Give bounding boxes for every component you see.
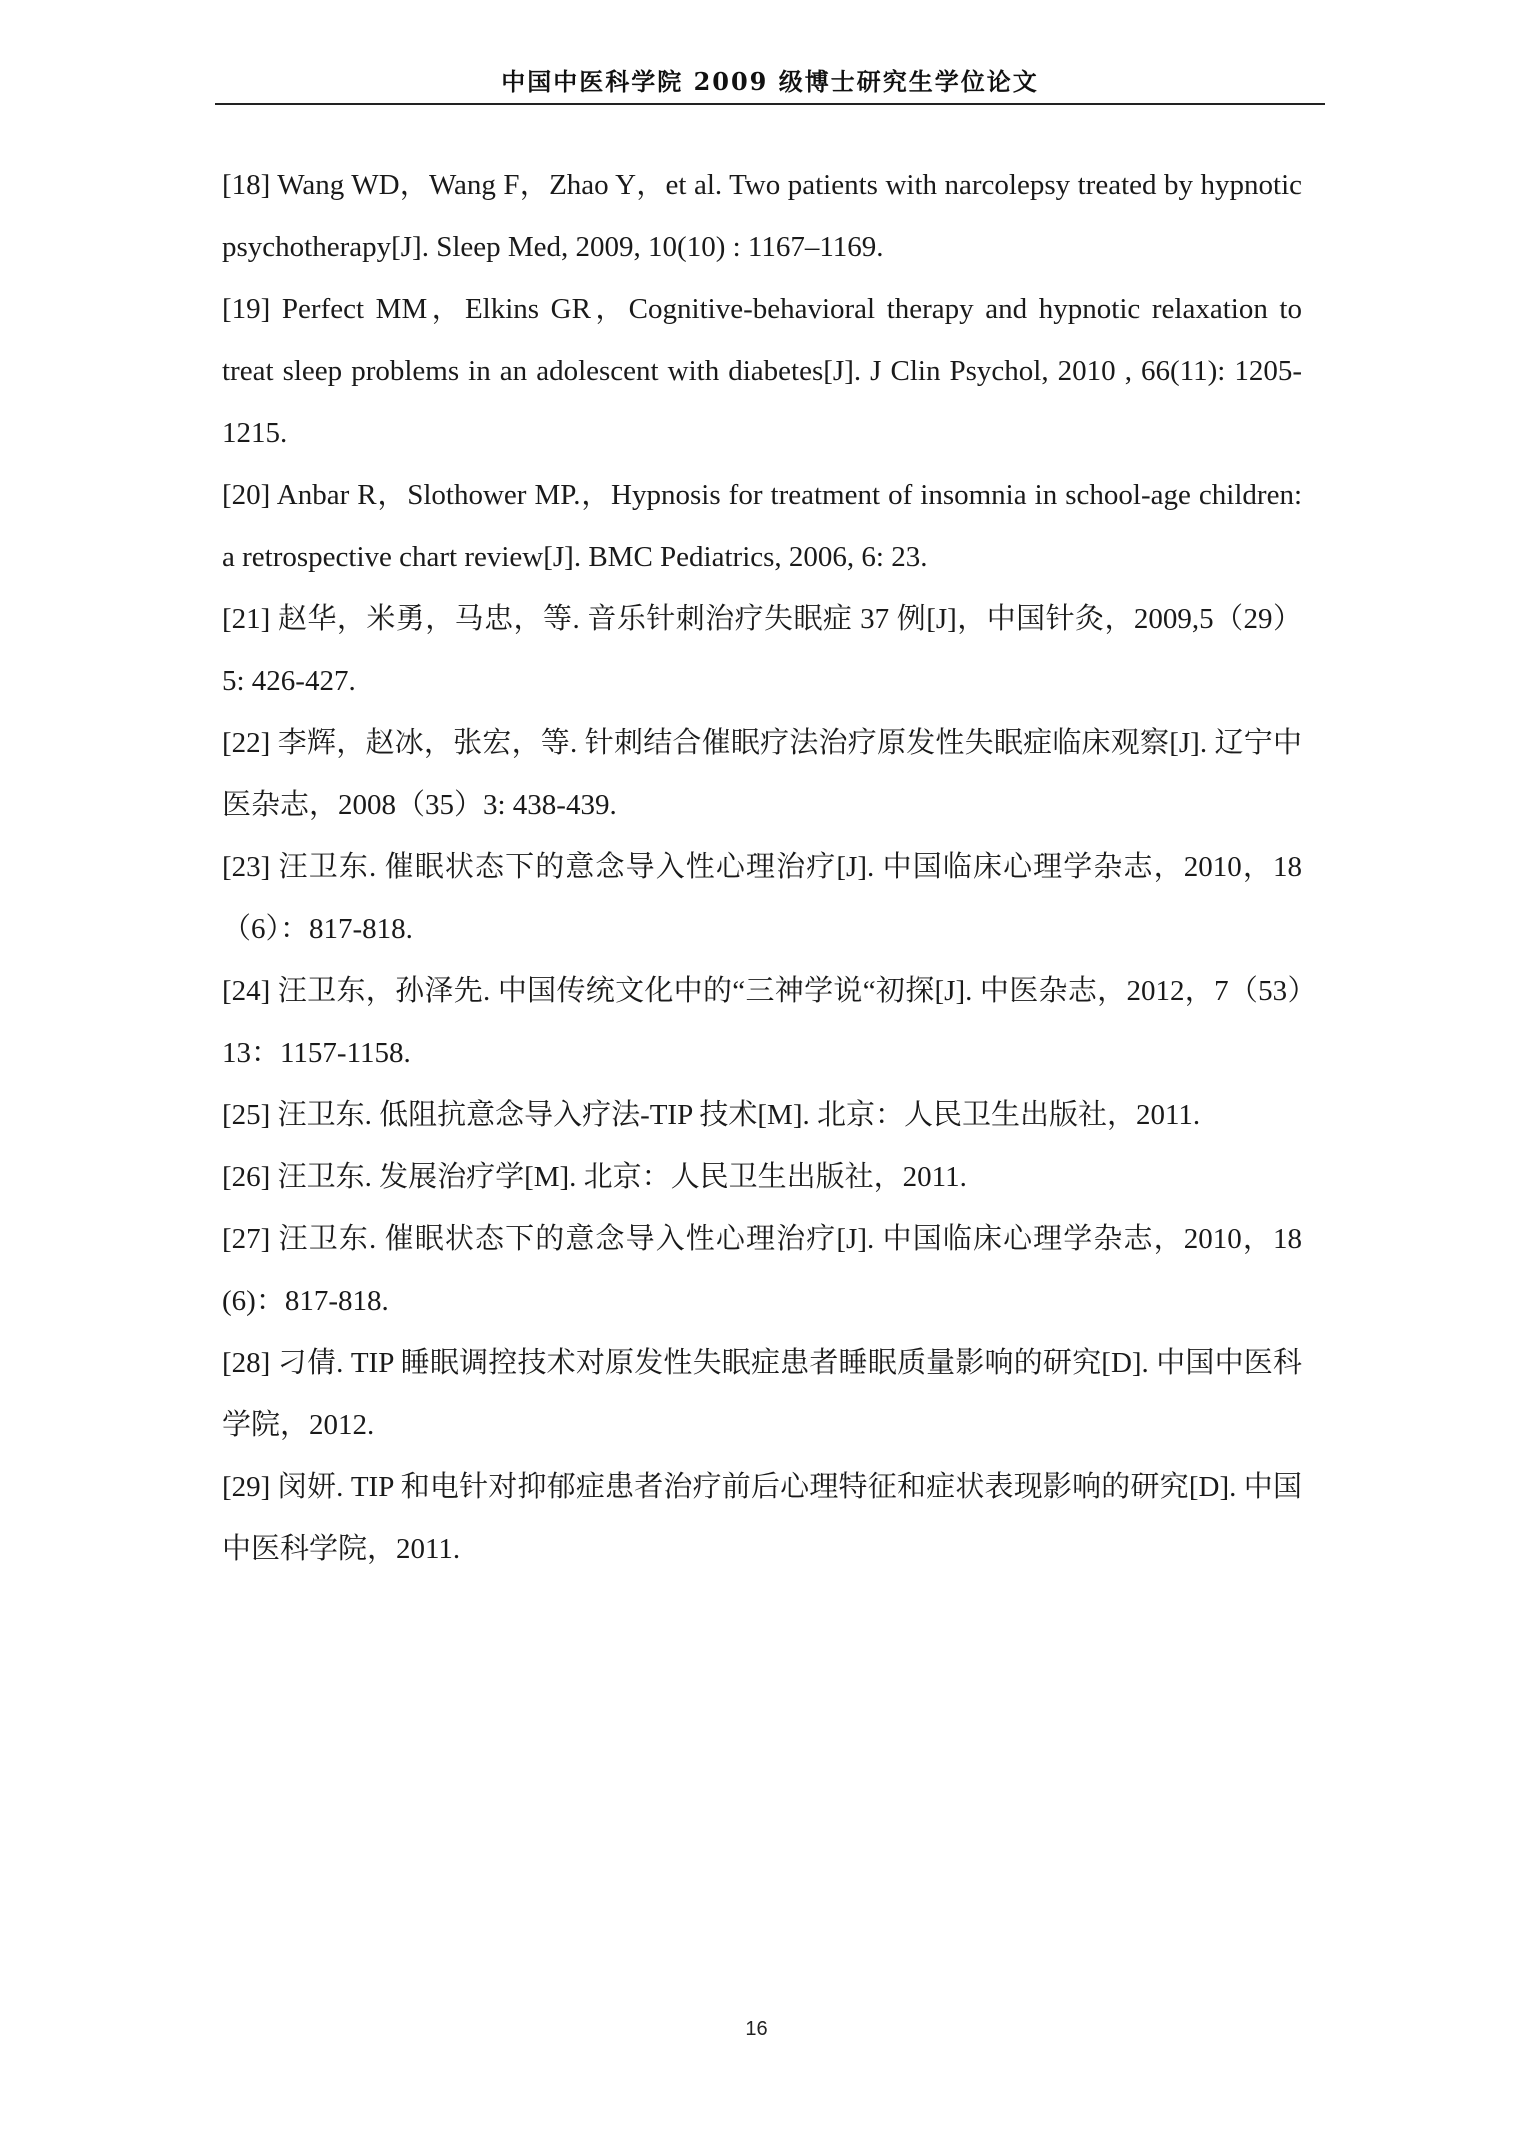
reference-item: [18] Wang WD，Wang F，Zhao Y，et al. Two patients with narcolepsy treated by hypnotic psychotherapy[J]. Sleep Med, 2009, 10(10) : 1167–1169. — [222, 169, 1302, 263]
reference-item: [19] Perfect MM，Elkins GR，Cognitive-behavioral therapy and hypnotic relaxation to treat sleep problems in an adolescent with diabetes[J]. J Clin Psychol, 2010 , 66(11): 1205-1215. — [222, 293, 1302, 449]
reference-item: [21] 赵华，米勇，马忠，等. 音乐针刺治疗失眠症 37 例[J]，中国针灸，2009,5（29）5: 426-427. — [222, 603, 1302, 697]
reference-item: [24] 汪卫东，孙泽先. 中国传统文化中的“三神学说“初探[J]. 中医杂志，2012，7（53）13：1157-1158. — [222, 975, 1302, 1069]
page-number: 16 — [745, 2018, 768, 2040]
reference-item: [26] 汪卫东. 发展治疗学[M]. 北京：人民卫生出版社，2011. — [222, 1161, 967, 1193]
header-rule — [215, 103, 1325, 105]
reference-item: [22] 李辉，赵冰，张宏，等. 针刺结合催眠疗法治疗原发性失眠症临床观察[J]. 辽宁中医杂志，2008（35）3: 438-439. — [222, 727, 1302, 821]
reference-list — [222, 154, 1302, 1580]
reference-item: [27] 汪卫东. 催眠状态下的意念导入性心理治疗[J]. 中国临床心理学杂志，2010，18 (6)：817-818. — [222, 1223, 1302, 1317]
reference-item: [28] 刁倩. TIP 睡眠调控技术对原发性失眠症患者睡眠质量影响的研究[D]. 中国中医科学院，2012. — [222, 1347, 1302, 1441]
reference-item: [25] 汪卫东. 低阻抗意念导入疗法-TIP 技术[M]. 北京：人民卫生出版社，2011. — [222, 1099, 1201, 1131]
running-header: 中国中医科学院 2009 级博士研究生学位论文 — [501, 67, 1039, 96]
reference-item: [20] Anbar R，Slothower MP.，Hypnosis for treatment of insomnia in school-age children: a retrospective chart review[J]. BMC Pediatrics, 2006, 6: 23. — [222, 479, 1302, 573]
reference-item: [29] 闵妍. TIP 和电针对抑郁症患者治疗前后心理特征和症状表现影响的研究[D]. 中国中医科学院，2011. — [222, 1471, 1302, 1565]
reference-item: [23] 汪卫东. 催眠状态下的意念导入性心理治疗[J]. 中国临床心理学杂志，2010，18（6）：817-818. — [222, 851, 1302, 945]
